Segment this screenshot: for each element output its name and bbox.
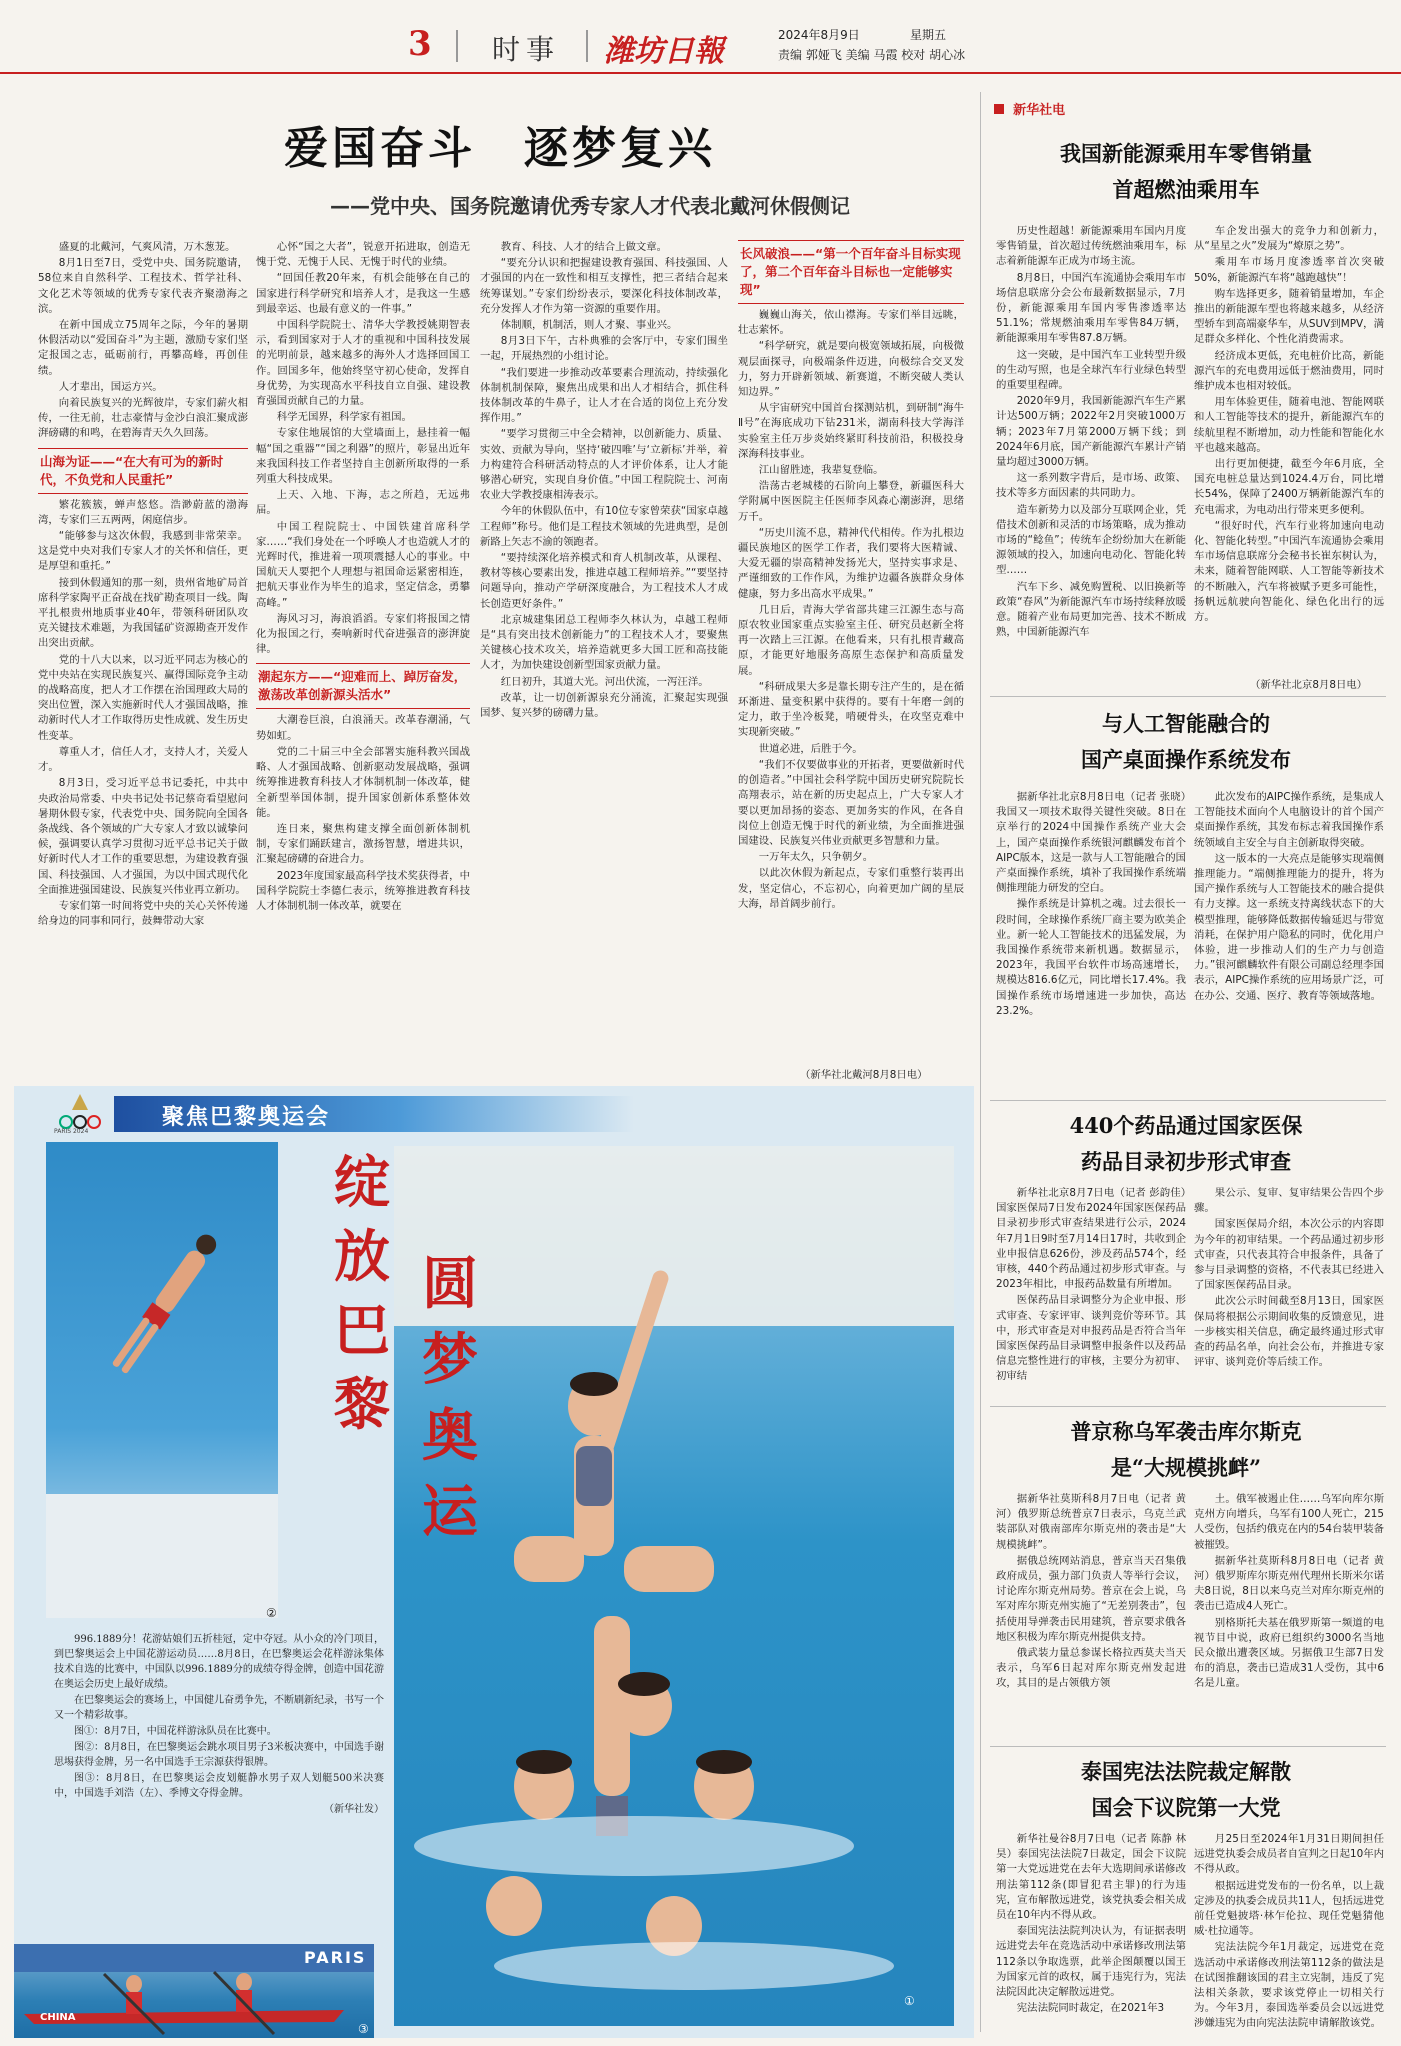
paragraph: 汽车下乡、减免购置税、以旧换新等政策“春风”为新能源汽车市场持续释放暖意。随着产业布局更加完善、技术不断成熟，中国新能源汽车 <box>996 580 1186 639</box>
paragraph: 8月8日，中国汽车流通协会乘用车市场信息联席分会公布最新数据显示，7月份，新能源乘用车国内零售渗透率达51.1%；常规燃油乘用车零售84万辆，新能源乘用车零售87.8万辆。 <box>996 271 1186 345</box>
title-line: 首超燃油乘用车 <box>1112 177 1260 202</box>
photo-canoe <box>14 1944 374 2038</box>
paragraph: 俄武装力量总参谋长格拉西莫夫当天表示，乌军6日起对库尔斯克州发起进攻，其目的是占领俄方领 <box>996 1647 1186 1690</box>
section-subhead: 长风破浪——“第一个百年奋斗目标实现了，第二个百年奋斗目标也一定能够实现” <box>738 240 964 304</box>
lead-subtitle: ——党中央、国务院邀请优秀专家人才代表北戴河休假侧记 <box>330 194 850 218</box>
paragraph: 从宇宙研究中国首台探测站机，到研制“海牛Ⅱ号”在海底成功下钻231米，湖南科技大学海洋实验室主任万步炎始终紧盯科技前沿，积极投身深海科技事业。 <box>738 402 964 460</box>
title-line: 是“大规模挑衅” <box>1110 1455 1262 1480</box>
paragraph: “历史川流不息，精神代代相传。作为扎根边疆民族地区的医学工作者，我们要将大医精诚、大爱无疆的崇高精神发扬光大，坚持实事求是、严谨细致的工作作风，为维护边疆各族群众身体健康，努力多出高水平成果。” <box>738 526 964 600</box>
olympics-banner <box>114 1096 634 1132</box>
paragraph: 购车选择更多，随着销量增加，车企推出的新能源车型也将越来越多，从经济型轿车到高端豪华车，从SUV到MPV，满足群众多样化、个性化消费需求。 <box>1194 287 1384 346</box>
article-column <box>996 1832 1186 2036</box>
paragraph: 历史性超越！新能源乘用车国内月度零售销量，首次超过传统燃油乘用车，标志着新能源车正成为市场主流。 <box>996 225 1186 268</box>
paragraph: 体制顺，机制活，则人才聚、事业兴。 <box>500 319 678 332</box>
column-rule <box>980 92 981 2032</box>
dateline: （新华社北戴河8月8日电） <box>800 1069 928 1081</box>
paragraph: 几日后，青海大学省部共建三江源生态与高原农牧业国家重点实验室主任、研究员赵新全将再一次踏上三江源。在他看来，只有扎根青藏高原，才能更好地服务高原生态保护和高质量发展。 <box>738 603 964 677</box>
paragraph: 据俄总统网站消息，普京当天召集俄政府成员，强力部门负责人等举行会议，讨论库尔斯克州局势。普京在会上说，乌军对库尔斯克州实施了“无差别袭击”，包括使用导弹袭击民用建筑，普京要求俄各地区积极为库尔斯克州提供支持。 <box>996 1554 1186 1643</box>
news-tag-label: 新华社电 <box>1013 103 1066 118</box>
paragraph: 新华社曼谷8月7日电（记者 陈静 林昊）泰国宪法法院7日裁定，国会下议院第一大党远进党在去年大选期间承诺修改刑法第112条(即冒犯君主罪)的行为违宪，宣布解散远进党，该党执委会相关成员在10年内不得从政。 <box>996 1833 1186 1922</box>
olympics-feature <box>14 1086 974 2038</box>
photo-number-1: ① <box>904 1994 915 2008</box>
article-column <box>996 790 1186 1096</box>
paragraph: 乘用车市场月度渗透率首次突破50%，新能源汽车将“越跑越快”！ <box>1194 256 1384 284</box>
article-title <box>990 1754 1382 1826</box>
paragraph: 此次发布的AIPC操作系统，是集成人工智能技术面向个人电脑设计的首个国产桌面操作系统，其发布标志着我国操作系统领域自主安全与自主创新取得突破。 <box>1194 791 1384 849</box>
venue-text: PARIS <box>304 1948 367 1967</box>
paragraph: “很好时代，汽车行业将加速向电动化、智能化转型。”中国汽车流通协会乘用车市场信息联席分会秘书长崔东树认为，未来，随着智能网联、人工智能等新技术的不断融入，汽车将被赋予更多可能性，扬帆远航驶向智能化、绿色化出行的远方。 <box>1194 519 1384 624</box>
paragraph: 据新华社莫斯科8月7日电（记者 黄河）俄罗斯总统普京7日表示，乌克兰武装部队对俄南部库尔斯克州的袭击是“大规模挑衅”。 <box>996 1493 1186 1551</box>
paragraph: 改革，让一切创新源泉充分涌流，汇聚起实现强国梦、复兴梦的磅礴力量。 <box>480 691 728 720</box>
paragraph: 尊重人才，信任人才，支持人才，关爱人才。 <box>38 745 248 774</box>
paragraph: “要充分认识和把握建设教育强国、科技强国、人才强国的内在一致性和相互支撑性，把三者结合起来统筹谋划。”专家们纷纷表示，要深化科技体制改革，充分发挥人才作为第一资源的重要作用。 <box>480 257 728 315</box>
caption-item: 图①：8月7日，中国花样游泳队员在比赛中。 <box>74 1726 277 1737</box>
paragraph: 向着民族复兴的光辉彼岸，专家们薪火相传，一往无前，壮志豪情与金沙白浪汇聚成澎湃磅礴的和鸣，在碧海青天久久回荡。 <box>38 397 248 440</box>
paragraph: 一万年太久，只争朝夕。 <box>758 851 874 864</box>
paragraph: 中国工程院院士、中国铁建首席科学家……“我们身处在一个呼唤人才也造就人才的光辉时代，推进着一项项震撼人心的事业。中国航天人要把个人理想与祖国命运紧密相连，把航天事业作为毕生的追求，坚定信念，勇攀高峰。” <box>256 520 470 609</box>
paragraph: 别格斯托夫基在俄罗斯第一频道的电视节目中说，政府已组织约3000名当地民众撤出遭袭区域。另据俄卫生部7日发布的消息，袭击已造成31人受伤，其中6名是儿童。 <box>1194 1616 1384 1690</box>
article-column <box>1194 1492 1384 1742</box>
paragraph: 专家们第一时间将党中央的关心关怀传递给身边的同事和同行，鼓舞带动大家 <box>38 899 248 928</box>
paragraph: 宪法法院今年1月裁定，远进党在竞选活动中承诺修改刑法第112条的做法是在试图推翻该国的君主立宪制，违反了宪法相关条款，要求该党停止一切相关行为。今年3月，泰国选举委员会以远进党涉嫌违宪为由向宪法法院申请解散该党。 <box>1194 1941 1384 2030</box>
title-line: 药品目录初步形式审查 <box>1081 1149 1291 1174</box>
lead-column-1 <box>38 240 248 1060</box>
paragraph: 今年的休假队伍中，有10位专家曾荣获“国家卓越工程师”称号。他们是工程技术领域的先进典型，是创新路上矢志不渝的领跑者。 <box>480 505 728 548</box>
article-divider <box>990 696 1386 697</box>
olympics-caption <box>54 1632 384 1932</box>
paragraph: 上天、入地、下海，志之所趋，无远弗届。 <box>256 489 470 517</box>
paragraph: 据新华社莫斯科8月8日电（记者 黄河）俄罗斯库尔斯克州代理州长斯米尔诺夫8日说，8日以来乌克兰对库尔斯克州的袭击已造成4人死亡。 <box>1194 1554 1384 1613</box>
lead-title: 爱国奋斗 逐梦复兴 <box>284 123 716 174</box>
paper-logo: 潍坊日報 <box>604 34 724 69</box>
article-column <box>1194 224 1384 676</box>
title-line: 国会下议院第一大党 <box>1091 1795 1281 1820</box>
article-column <box>996 1492 1186 1742</box>
paragraph: 新华社北京8月7日电（记者 彭韵佳）国家医保局7日发布2024年国家医保药品目录初步形式审查结果进行公示，2024年7月1日9时至7月14日17时，共收到企业申报信息626份，涉及药品574个，经审核，440个药品通过初步形式审查。与2023年相比，申报药品数量有所增加。 <box>996 1187 1186 1291</box>
paragraph: 根据远进党发布的一份名单，以上裁定涉及的执委会成员共11人，包括远进党前任党魁披塔·林乍伦拉、现任党魁猜他威·杜拉通等。 <box>1194 1879 1384 1938</box>
paragraph: 北京城建集团总工程师李久林认为，卓越工程师是“具有突出技术创新能力”的工程技术人才，要聚焦关键核心技术攻关，培养造就更多大国工匠和高技能人才，为加快建设创新型国家贡献力量。 <box>480 613 728 672</box>
title-line: 440个药品通过国家医保 <box>1069 1113 1303 1138</box>
vertical-char: 放 <box>334 1224 390 1290</box>
olympics-logo-text: PARIS 2024 <box>54 1128 89 1135</box>
paragraph: 红日初升，其道大光。河出伏流，一泻汪洋。 <box>500 675 709 688</box>
paragraph: 造车新势力以及部分互联网企业，凭借技术创新和灵活的市场策略，成为推动市场的“鲶鱼”；传统车企纷纷加大在新能源领域的投入，加速向电动化、智能化转型…… <box>996 503 1186 577</box>
paragraph: “要持续深化培养模式和育人机制改革，从课程、教材等核心要素出发，推进卓越工程师培养。”“要坚持问题导向，推动产学研深度融合，为工程技术人才成长创造更好条件。” <box>480 552 728 610</box>
section-subhead: 潮起东方——“迎难而上、踔厉奋发，激荡改革创新源头活水” <box>256 663 470 709</box>
paragraph: “科学研究，就是要向极宽领域拓展，向极微观层面探寻，向极端条件迈进，向极综合交叉发力，努力开辟新领域、新赛道，不断突破人类认知边界。” <box>738 340 964 399</box>
paragraph: 8月3日，受习近平总书记委托，中共中央政治局常委、中央书记处书记蔡奇看望慰问暑期休假专家，代表党中央、国务院向全国各条战线、各个领域的广大专家人才致以诚挚问候，强调要认真学习贯彻习近平总书记关于做好新时代人才工作的重要思想，为建设教育强国、科技强国、人才强国，为以中国式现代化全面推进强国建设、民族复兴伟业再立新功。 <box>38 777 248 896</box>
masthead-divider <box>456 30 458 62</box>
paragraph: 党的十八大以来，以习近平同志为核心的党中央站在实现民族复兴、赢得国际竞争主动的战略高度，把人才工作摆在治国理政大局的突出位置，深入实施新时代人才强国战略，推动新时代人才工作取得历史性成就、发生历史性变革。 <box>38 653 248 742</box>
paragraph: 盛夏的北戴河，气爽风清，万木葱茏。 <box>58 241 236 253</box>
lead-column-3 <box>480 240 728 1060</box>
paragraph: 泰国宪法法院判决认为，有证据表明远进党去年在竞选活动中承诺修改刑法第112条以争取选票，此举企图颠覆以国王为国家元首的政权，属于违宪行为，宪法法院因此决定解散远进党。 <box>996 1925 1186 1999</box>
lead-column-4 <box>738 240 964 1062</box>
paragraph: “科研成果大多是靠长期专注产生的，是在循环渐进、量变积累中获得的。要有十年磨一剑的定力，敢于坐冷板凳，啃硬骨头，在攻坚克难中实现新突破。” <box>738 680 964 739</box>
paragraph: 这一系列数字背后，是市场、政策、技术等多方面因素的共同助力。 <box>996 472 1186 500</box>
paragraph: “能够参与这次休假，我感到非常荣幸。这是党中央对我们专家人才的关怀和信任，更是厚望和重托。” <box>38 530 248 573</box>
paragraph: 心怀“国之大者”，锐意开拓进取，创造无愧于党、无愧于人民、无愧于时代的业绩。 <box>256 241 470 269</box>
article-title <box>990 1108 1382 1180</box>
paragraph: 2020年9月，我国新能源汽车生产累计达500万辆；2022年2月突破1000万辆；2023年7月第2000万辆下线；到2024年6月底，国产新能源汽车累计产销量均超过3000万辆。 <box>996 395 1186 469</box>
boat-text: CHINA <box>40 2012 76 2023</box>
news-tag <box>994 98 1065 118</box>
caption-item: 图③：8月8日，在巴黎奥运会皮划艇静水男子双人划艇500米决赛中，中国选手刘浩（左）、季博文夺得金牌。 <box>54 1773 384 1799</box>
paragraph: 江山留胜迹，我辈复登临。 <box>758 464 884 477</box>
editor-credits: 责编 郭娅飞 美编 马霞 校对 胡心冰 <box>778 48 966 62</box>
paragraph: 月25日至2024年1月31日期间担任远进党执委会成员者自宣判之日起10年内不得从政。 <box>1194 1833 1384 1876</box>
vertical-char: 奥 <box>422 1403 478 1469</box>
paragraph: 这一突破，是中国汽车工业转型升级的生动写照，也是全球汽车行业绿色转型的重要里程碑。 <box>996 348 1186 392</box>
photo-number-2: ② <box>266 1606 277 1618</box>
lead-column-2 <box>256 240 470 1060</box>
paragraph: 操作系统是计算机之魂。过去很长一段时间，全球操作系统厂商主要为欧美企业。新一轮人工智能技术的迅猛发展，为我国操作系统带来新机遇。数据显示，2023年，我国平台软件市场高速增长，规模达816.6亿元，同比增长17.4%。我国操作系统市场增速进一步加快，高达23.2%。 <box>996 898 1186 1017</box>
photo-number-3: ③ <box>358 2022 369 2036</box>
paragraph: “我们不仅要做事业的开拓者，更要做新时代的创造者。”中国社会科学院中国历史研究院院长高翔表示，站在新的历史起点上，广大专家人才要以更加昂扬的姿态、更加务实的作风，在各自岗位上创造无愧于时代的新业绩，为全面推进强国建设、民族复兴伟业贡献更多智慧和力量。 <box>738 758 964 847</box>
paragraph: 此次公示时间截至8月13日，国家医保局将根据公示期间收集的反馈意见，进一步核实相关信息，确定最终通过形式审查的药品名单，向社会公布，并推进专家评审、谈判竞价等后续工作。 <box>1194 1295 1384 1369</box>
caption-item: 图②：8月8日，在巴黎奥运会跳水项目男子3米板决赛中，中国选手谢思埸获得金牌，另一名中国选手王宗源获得银牌。 <box>54 1742 384 1768</box>
vertical-char: 绽 <box>334 1150 390 1216</box>
paragraph: 8月1日至7日，受党中央、国务院邀请，58位来自自然科学、工程技术、哲学社科、文化艺术等领域的优秀专家代表齐聚渤海之滨。 <box>38 257 248 315</box>
paragraph: 宪法法院同时裁定，在2021年3 <box>1016 2002 1165 2015</box>
title-line: 国产桌面操作系统发布 <box>1081 747 1291 772</box>
article-divider <box>990 1746 1386 1747</box>
paragraph: 世道必进，后胜于今。 <box>758 742 863 755</box>
paragraph: 人才辈出，国运方兴。 <box>58 380 163 393</box>
paragraph: 在新中国成立75周年之际，今年的暑期休假活动以“爱国奋斗”为主题，激励专家们坚定报国之志，砥砺前行，再攀高峰，再创佳绩。 <box>38 319 248 377</box>
news-tag-marker <box>994 104 1004 114</box>
article-column <box>996 1186 1186 1402</box>
paragraph: 科学无国界，科学家有祖国。 <box>276 411 412 424</box>
article-title <box>990 1414 1382 1486</box>
paragraph: 以此次休假为新起点，专家们重整行装再出发，坚定信心，不忘初心，向着更加广阔的星辰大海，昂首阔步前行。 <box>738 867 964 910</box>
paragraph: 大潮卷巨浪，白浪涌天。改革春潮涌，气势如虹。 <box>256 714 470 742</box>
paragraph: “我们要进一步推动改革要素合理流动，持续强化体制机制保障，聚焦出成果和出人才相结合，抓住科技体制改革的牛鼻子，让人才在合适的岗位上充分发挥作用。” <box>480 366 728 425</box>
paragraph: 医保药品目录调整分为企业申报、形式审查、专家评审、谈判竞价等环节。其中，形式审查是对申报药品是否符合当年国家医保药品目录调整申报条件以及药品信息完整性进行的审核，主要分为初审、初审结 <box>996 1294 1186 1383</box>
title-line: 普京称乌军袭击库尔斯克 <box>1070 1419 1302 1444</box>
title-line: 泰国宪法法院裁定解散 <box>1081 1759 1291 1784</box>
caption-paragraph: 996.1889分！花游姑娘们五折桂冠，定中夺冠。从小众的冷门项目，到巴黎奥运会上中国花游运动员……8月8日，在巴黎奥运会花样游泳集体技术自选的比赛中，中国队以996.1889分的成绩夺得金牌，创造中国花游在奥运会历史上最好成绩。 <box>54 1634 384 1690</box>
section-name: 时事 <box>492 33 561 66</box>
masthead <box>0 20 1401 70</box>
page-number: 3 <box>408 24 432 64</box>
paragraph: 据新华社北京8月8日电（记者 张晓）我国又一项技术取得关键性突破。8日在京举行的2024中国操作系统产业大会上，国产桌面操作系统银河麒麟发布首个AIPC版本，这是一款与人工智能融合的国产桌面操作系统，填补了我国操作系统端侧推理能力研发的空白。 <box>996 791 1186 895</box>
paragraph: 出行更加便捷，截至今年6月底，全国充电桩总量达到1024.4万台，同比增长54%，保障了2400万辆新能源汽车的充电需求，为电动出行带来更多便利。 <box>1194 458 1384 516</box>
paragraph: 用车体验更佳，随着电池、智能网联和人工智能等技术的提升，新能源汽车的续航里程不断增加，动力性能和智能化水平也越来越高。 <box>1194 396 1384 454</box>
article-column <box>1194 1832 1384 2036</box>
vertical-char: 黎 <box>334 1372 390 1438</box>
title-line: 我国新能源乘用车零售销量 <box>1060 141 1312 166</box>
paragraph: 接到休假通知的那一刻，贵州省地矿局首席科学家陶平正奋战在找矿勘查项目一线。陶平扎根贵州地质事业40年，带领科研团队攻克关键技术难题，为我国锰矿资源勘查开发作出突出贡献。 <box>38 576 248 650</box>
paragraph: 8月3日下午，古朴典雅的会客厅中，专家们围坐一起，开展热烈的小组讨论。 <box>480 335 728 363</box>
issue-date: 2024年8月9日 <box>778 28 860 42</box>
article-divider <box>990 1406 1386 1407</box>
paragraph: 党的二十届三中全会部署实施科教兴国战略、人才强国战略、创新驱动发展战略，强调统筹推进教育科技人才体制机制一体改革，健全新型举国体制，提升国家创新体系整体效能。 <box>256 745 470 819</box>
olympics-logo <box>54 1090 114 1136</box>
paragraph: 这一版本的一大亮点是能够实现端侧推理能力。“端侧推理能力的提升，将为国产操作系统与人工智能技术的融合提供有力支撑。这一系统支持离线状态下的大模型推理，能够降低数据传输延迟与带宽消耗，在保护用户隐私的同时，优化用户体验，进一步推动人们的生产力与创造力。”银河麒麟软件有限公司副总经理李国表示，AIPC操作系统的应用场景广泛，可在办公、交通、医疗、教育等领域落地。 <box>1194 852 1384 1002</box>
dateline: （新华社北京8月8日电） <box>1250 679 1368 691</box>
paragraph: “回国任教20年来，有机会能够在自己的国家进行科学研究和培养人才，是我这一生感到最幸运、也最有意义的一件事。” <box>256 272 470 315</box>
article-column <box>1194 790 1384 1096</box>
photo-diving <box>46 1142 278 1618</box>
paragraph: 浩荡古老城楼的石阶向上攀登，新疆医科大学附属中医医院主任医师李风森心潮澎湃，思绪万千。 <box>738 480 964 523</box>
article-column <box>1194 1186 1384 1402</box>
vertical-char: 梦 <box>422 1327 478 1393</box>
paragraph: 教育、科技、人才的结合上做文章。 <box>500 241 668 253</box>
title-line: 与人工智能融合的 <box>1102 711 1270 736</box>
vertical-char: 巴 <box>334 1298 390 1364</box>
paragraph: 巍巍山海关，依山襟海。专家们举目远眺，壮志萦怀。 <box>738 309 964 337</box>
masthead-divider <box>586 30 588 62</box>
paragraph: “要学习贯彻三中全会精神，以创新能力、质量、实效、贡献为导向，坚持‘破四唯’与‘立新标’并举，着力构建符合科研活动特点的人才评价体系，让人才能够潜心研究，实现自身价值。”中国工程院院士、河南农业大学教授康相涛表示。 <box>480 428 728 502</box>
issue-weekday: 星期五 <box>910 28 947 42</box>
article-title <box>990 136 1382 208</box>
paragraph: 土。俄军被遏止住……乌军向库尔斯克州方向增兵，乌军有100人死亡，215人受伤，包括约俄克在内的54台装甲装备被摧毁。 <box>1194 1493 1384 1551</box>
paragraph: 繁花簇簇，蝉声悠悠。浩渺蔚蓝的渤海湾，专家们三五两两，闲庭信步。 <box>38 498 248 526</box>
paragraph: 国家医保局介绍，本次公示的内容即为今年的初审结果。一个药品通过初步形式审查，只代表其符合申报条件，具备了参与目录调整的资格，不代表其已经进入了国家医保药品目录。 <box>1194 1218 1384 1292</box>
vertical-char: 圆 <box>422 1251 478 1317</box>
section-subhead: 山海为证——“在大有可为的新时代，不负党和人民重托” <box>38 448 248 494</box>
caption-paragraph: 在巴黎奥运会的赛场上，中国健儿奋勇争先，不断刷新纪录，书写一个又一个精彩故事。 <box>54 1695 384 1721</box>
paragraph: 车企发出强大的竞争力和创新力，从“星星之火”发展为“燎原之势”。 <box>1194 225 1384 253</box>
paragraph: 专家住地展馆的大堂墙面上，悬挂着一幅幅“国之重器”“国之利器”的照片，彰显出近年来我国科技工作者坚持自主创新所取得的一系列重大科技成果。 <box>256 427 470 486</box>
paragraph: 果公示、复审、复审结果公告四个步骤。 <box>1194 1187 1384 1215</box>
paragraph: 2023年度国家最高科学技术奖获得者，中国科学院院士李德仁表示，统筹推进教育科技人才体制机制一体改革，就要在 <box>256 869 470 912</box>
article-title <box>990 706 1382 778</box>
vertical-title-1 <box>330 1146 394 1442</box>
article-divider <box>990 1100 1386 1101</box>
paragraph: 中国科学院院士、清华大学教授姚期智表示，看到国家对于人才的重视和中国科技发展的光明前景，越来越多的海外人才选择回国工作。回国多年，他始终坚守初心使命，发挥自身优势，为实现高水平科技自立自强、建设教育强国贡献自己的力量。 <box>256 319 470 408</box>
article-column <box>996 224 1186 692</box>
masthead-rule <box>0 72 1401 74</box>
paragraph: 连日来，聚焦构建支撑全面创新体制机制，专家们踊跃建言，激扬智慧，增进共识，汇聚起磅礴的奋进合力。 <box>256 822 470 866</box>
olympics-banner-text: 聚焦巴黎奥运会 <box>162 1104 331 1130</box>
paragraph: 经济成本更低，充电桩价比高，新能源汽车的充电费用远低于燃油费用，同时维护成本也相对较低。 <box>1194 349 1384 393</box>
vertical-title-2 <box>418 1246 482 1550</box>
paragraph: 海风习习，海浪滔滔。专家们将报国之情化为报国之行，奏响新时代奋进强音的澎湃旋律。 <box>256 612 470 656</box>
caption-credit: （新华社发） <box>324 1804 384 1815</box>
vertical-char: 运 <box>422 1479 478 1545</box>
